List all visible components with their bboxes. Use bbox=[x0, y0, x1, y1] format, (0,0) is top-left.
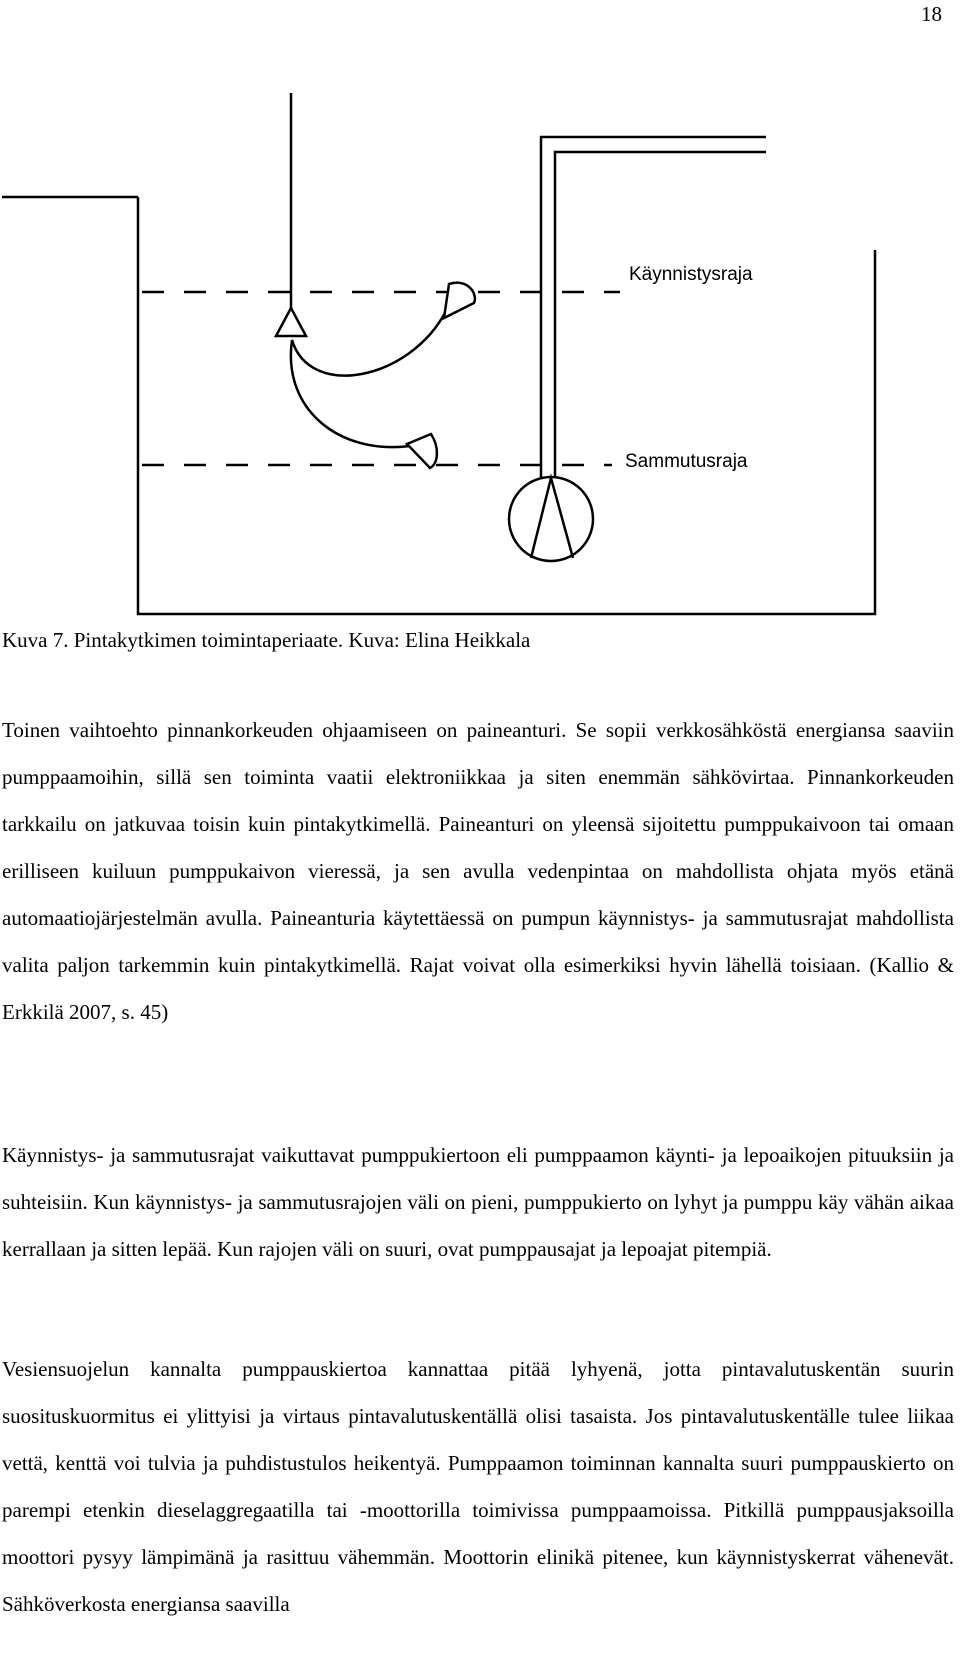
float-pivot-triangle bbox=[276, 308, 306, 336]
figure-caption: Kuva 7. Pintakytkimen toimintaperiaate. Kuva: Elina Heikkala bbox=[2, 628, 531, 652]
float-lower bbox=[407, 434, 437, 468]
page-number: 18 bbox=[921, 2, 942, 26]
pipe-inner-wall bbox=[555, 152, 766, 483]
float-upper bbox=[444, 283, 475, 318]
stop-level-label: Sammutusraja bbox=[625, 451, 748, 472]
pipe-outer-wall bbox=[541, 137, 766, 483]
paragraph: Käynnistys- ja sammutusrajat vaikuttavat pumppukiertoon eli pumppaamon käynti- ja lepoaikojen pituuksiin ja suhteisiin. Kun käynnistys- ja sammutusrajojen väli on pieni, pumppukierto on lyhyt ja pumppu käy vähän aikaa kerrallaan ja sitten lepää. Kun rajojen väli on suuri, ovat pumppausajat ja lepoajat pitempiä. bbox=[2, 1143, 954, 1261]
pump-circle bbox=[509, 477, 593, 561]
float-swing-arc bbox=[291, 311, 446, 447]
float-switch-diagram bbox=[0, 0, 960, 625]
paragraph: Toinen vaihtoehto pinnankorkeuden ohjaamiseen on paineanturi. Se sopii verkkosähköstä energiansa saaviin pumppaamoihin, sillä sen toiminta vaatii elektroniikkaa ja siten enemmän sähkövirtaa. Pinnankorkeuden tarkkailu on jatkuvaa toisin kuin pintakytkimellä. Paineanturi on yleensä sijoitettu pumppukaivoon tai omaan erilliseen kuiluun pumppukaivon vieressä, ja sen avulla vedenpintaa on mahdollista ohjata myös etänä automaatiojärjestelmän avulla. Paineanturia käytettäessä on pumpun käynnistys- ja sammutusrajat mahdollista valita paljon tarkemmin kuin pintakytkimellä. Rajat voivat olla esimerkiksi hyvin lähellä toisiaan. (Kallio & Erkkilä 2007, s. 45) bbox=[2, 718, 954, 1024]
paragraph: Vesiensuojelun kannalta pumppauskiertoa kannattaa pitää lyhyenä, jotta pintavalutuskentän suurin suosituskuormitus ei ylittyisi ja virtaus pintavalutuskentällä olisi tasaista. Jos pintavalutuskentälle tulee liikaa vettä, kenttä voi tulvia ja puhdistustulos heikentyä. Pumppaamon toiminnan kannalta suuri pumppauskierto on parempi etenkin dieselaggregaatilla tai -moottorilla toimivissa pumppaamoissa. Pitkillä pumppausjaksoilla moottori pysyy lämpimänä ja rasittuu vähemmän. Moottorin elinikä pitenee, kun käynnistyskerrat vähenevät. Sähköverkosta energiansa saavilla bbox=[2, 1357, 954, 1616]
well-wall bbox=[138, 197, 875, 614]
diagram-drawing bbox=[0, 0, 960, 625]
start-level-label: Käynnistysraja bbox=[629, 264, 753, 285]
